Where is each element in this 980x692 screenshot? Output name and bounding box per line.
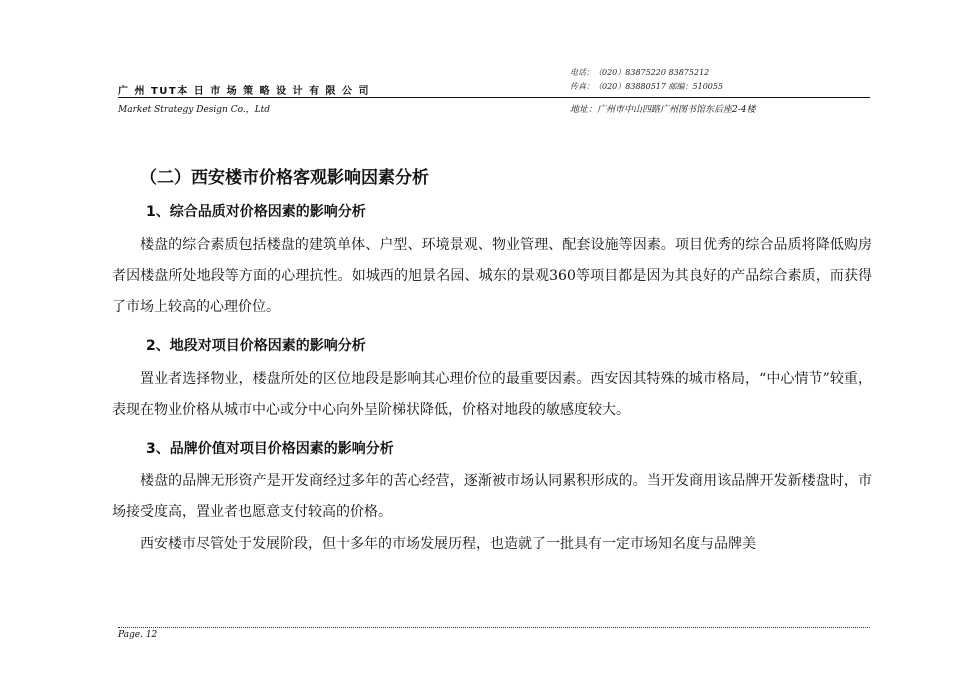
- page-number: Page. 12: [118, 630, 158, 640]
- contact-address: 地址：广州市中山四路广州图书馆东后座2-4楼: [570, 105, 756, 115]
- page-header: [118, 62, 870, 122]
- contact-phone: 电话：（020）83875220 83875212: [570, 68, 710, 77]
- paragraph-1: 楼盘的综合素质包括楼盘的建筑单体、户型、环境景观、物业管理、配套设施等因素。项目优秀的综合品质将降低购房者因楼盘所处地段等方面的心理抗性。如城西的旭景名园、城东的景观360等项目都是因为其良好的产品综合素质，而获得了市场上较高的心理价位。: [112, 237, 872, 315]
- paragraph-2: 置业者选择物业，楼盘所处的区位地段是影响其心理价位的最重要因素。西安因其特殊的城市格局，“中心情节”较重，表现在物业价格从城市中心或分中心向外呈阶梯状降低，价格对地段的敏感度较大。: [112, 371, 872, 418]
- subsection-heading-3: 3、品牌价值对项目价格因素的影响分析: [146, 441, 394, 457]
- header-divider: [118, 97, 870, 98]
- footer-divider: [118, 627, 870, 628]
- section-title: （二）西安楼市价格客观影响因素分析: [140, 168, 429, 188]
- subsection-heading-1: 1、综合品质对价格因素的影响分析: [146, 204, 366, 220]
- contact-fax: 传真：（020）83880517 邮编：510055: [570, 82, 724, 91]
- paragraph-4: 西安楼市尽管处于发展阶段，但十多年的市场发展历程，也造就了一批具有一定市场知名度与品牌美: [140, 536, 756, 552]
- subsection-heading-2: 2、地段对项目价格因素的影响分析: [146, 338, 366, 354]
- company-name-en: Market Strategy Design Co.，Ltd: [118, 105, 271, 115]
- paragraph-3: 楼盘的品牌无形资产是开发商经过多年的苦心经营，逐渐被市场认同累积形成的。当开发商用该品牌开发新楼盘时，市场接受度高，置业者也愿意支付较高的价格。: [112, 473, 872, 520]
- company-name-cn: 广 州 TUT本 日 市 场 策 略 设 计 有 限 公 司: [118, 86, 371, 97]
